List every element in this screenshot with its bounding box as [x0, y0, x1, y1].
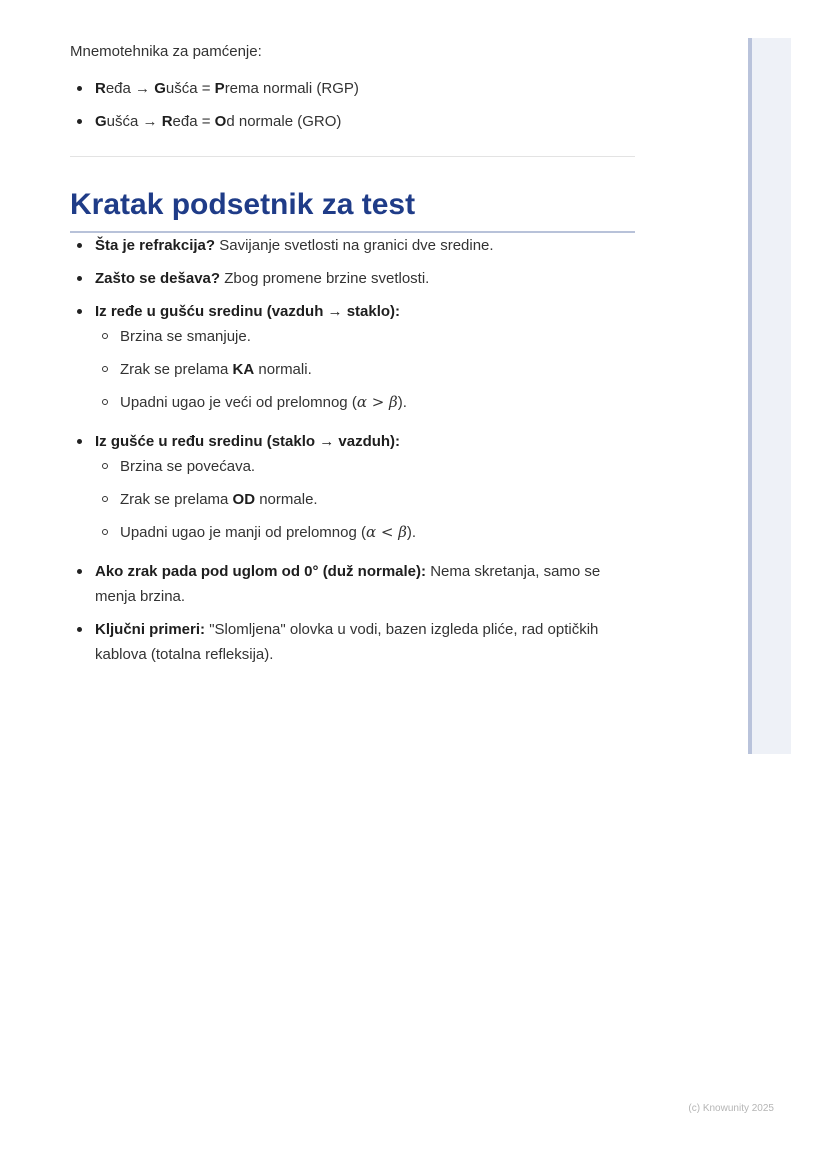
sub-emphasis: KA: [232, 361, 255, 378]
mnemonic-item-gro: [70, 109, 635, 134]
mnemonic-text: d normale (GRO): [226, 113, 342, 130]
item-label: Iz ređe u gušću sredinu (vazduh → staklo):: [95, 303, 401, 320]
sub-text: Zrak se prelama: [120, 491, 233, 508]
summary-item-zero-angle: [70, 559, 635, 609]
math-expression: α > β: [356, 393, 398, 411]
sub-item: Brzina se povećava.: [95, 454, 635, 479]
item-label: Ako zrak pada pod uglom od 0° (duž normale):: [95, 563, 427, 580]
sub-text: ).: [397, 394, 407, 411]
mnemonic-letter: O: [214, 113, 227, 130]
sub-text: normale.: [255, 491, 318, 508]
sub-text: Zrak se prelama: [120, 361, 233, 378]
mnemonic-letter: R: [95, 80, 106, 97]
sub-text: ).: [406, 524, 417, 541]
sub-text: Upadni ugao je veći od prelomnog (: [120, 394, 357, 411]
summary-item-rare-to-dense: [70, 299, 635, 415]
item-text: Savijanje svetlosti na granici dve sredine.: [215, 237, 494, 254]
sub-list: [95, 454, 635, 545]
mnemonic-text: eđa →: [105, 80, 155, 97]
sub-item: [95, 390, 635, 415]
side-panel: [748, 38, 791, 754]
item-label: Zašto se dešava?: [95, 270, 221, 287]
mnemonic-letter: R: [161, 113, 173, 130]
sub-text: Upadni ugao je manji od prelomnog (: [120, 524, 366, 541]
mnemonic-text: eđa =: [172, 113, 215, 130]
summary-item-cause: [70, 266, 635, 291]
mnemonic-list: [70, 76, 635, 134]
item-label: Iz gušće u ređu sredinu (staklo → vazduh):: [95, 433, 401, 450]
item-text: Zbog promene brzine svetlosti.: [220, 270, 430, 287]
summary-item-dense-to-rare: [70, 429, 635, 545]
mnemonic-letter: G: [95, 113, 107, 130]
sub-list: [95, 324, 635, 415]
summary-item-examples: [70, 617, 635, 667]
mnemonic-intro: Mnemotehnika za pamćenje:: [70, 43, 262, 60]
mnemonic-letter: G: [154, 80, 166, 97]
item-text: Nema skretanja, samo se menja brzina.: [95, 563, 601, 605]
mnemonic-text: rema normali (RGP): [224, 80, 359, 97]
mnemonic-item-rgp: [70, 76, 635, 101]
mnemonic-text: ušća =: [165, 80, 215, 97]
item-label: Šta je refrakcija?: [95, 237, 216, 254]
page-content: [70, 40, 635, 675]
math-expression: α < β: [365, 523, 407, 541]
sub-item: Brzina se smanjuje.: [95, 324, 635, 349]
sub-item: [95, 487, 635, 512]
sub-text: normali.: [254, 361, 312, 378]
mnemonic-text: ušća →: [106, 113, 162, 130]
summary-item-definition: [70, 233, 635, 258]
sub-item: [95, 357, 635, 382]
sub-item: [95, 520, 635, 545]
section-heading: Kratak podsetnik za test: [70, 187, 635, 233]
sub-emphasis: OD: [232, 491, 256, 508]
item-label: Ključni primeri:: [95, 621, 206, 638]
copyright-footer: (c) Knowunity 2025: [688, 1103, 774, 1114]
section-divider: [70, 156, 635, 157]
mnemonic-letter: P: [214, 80, 225, 97]
summary-list: [70, 233, 635, 667]
item-text: "Slomljena" olovka u vodi, bazen izgleda plićе, rad optičkih kablova (totalna refleksija).: [95, 621, 599, 663]
